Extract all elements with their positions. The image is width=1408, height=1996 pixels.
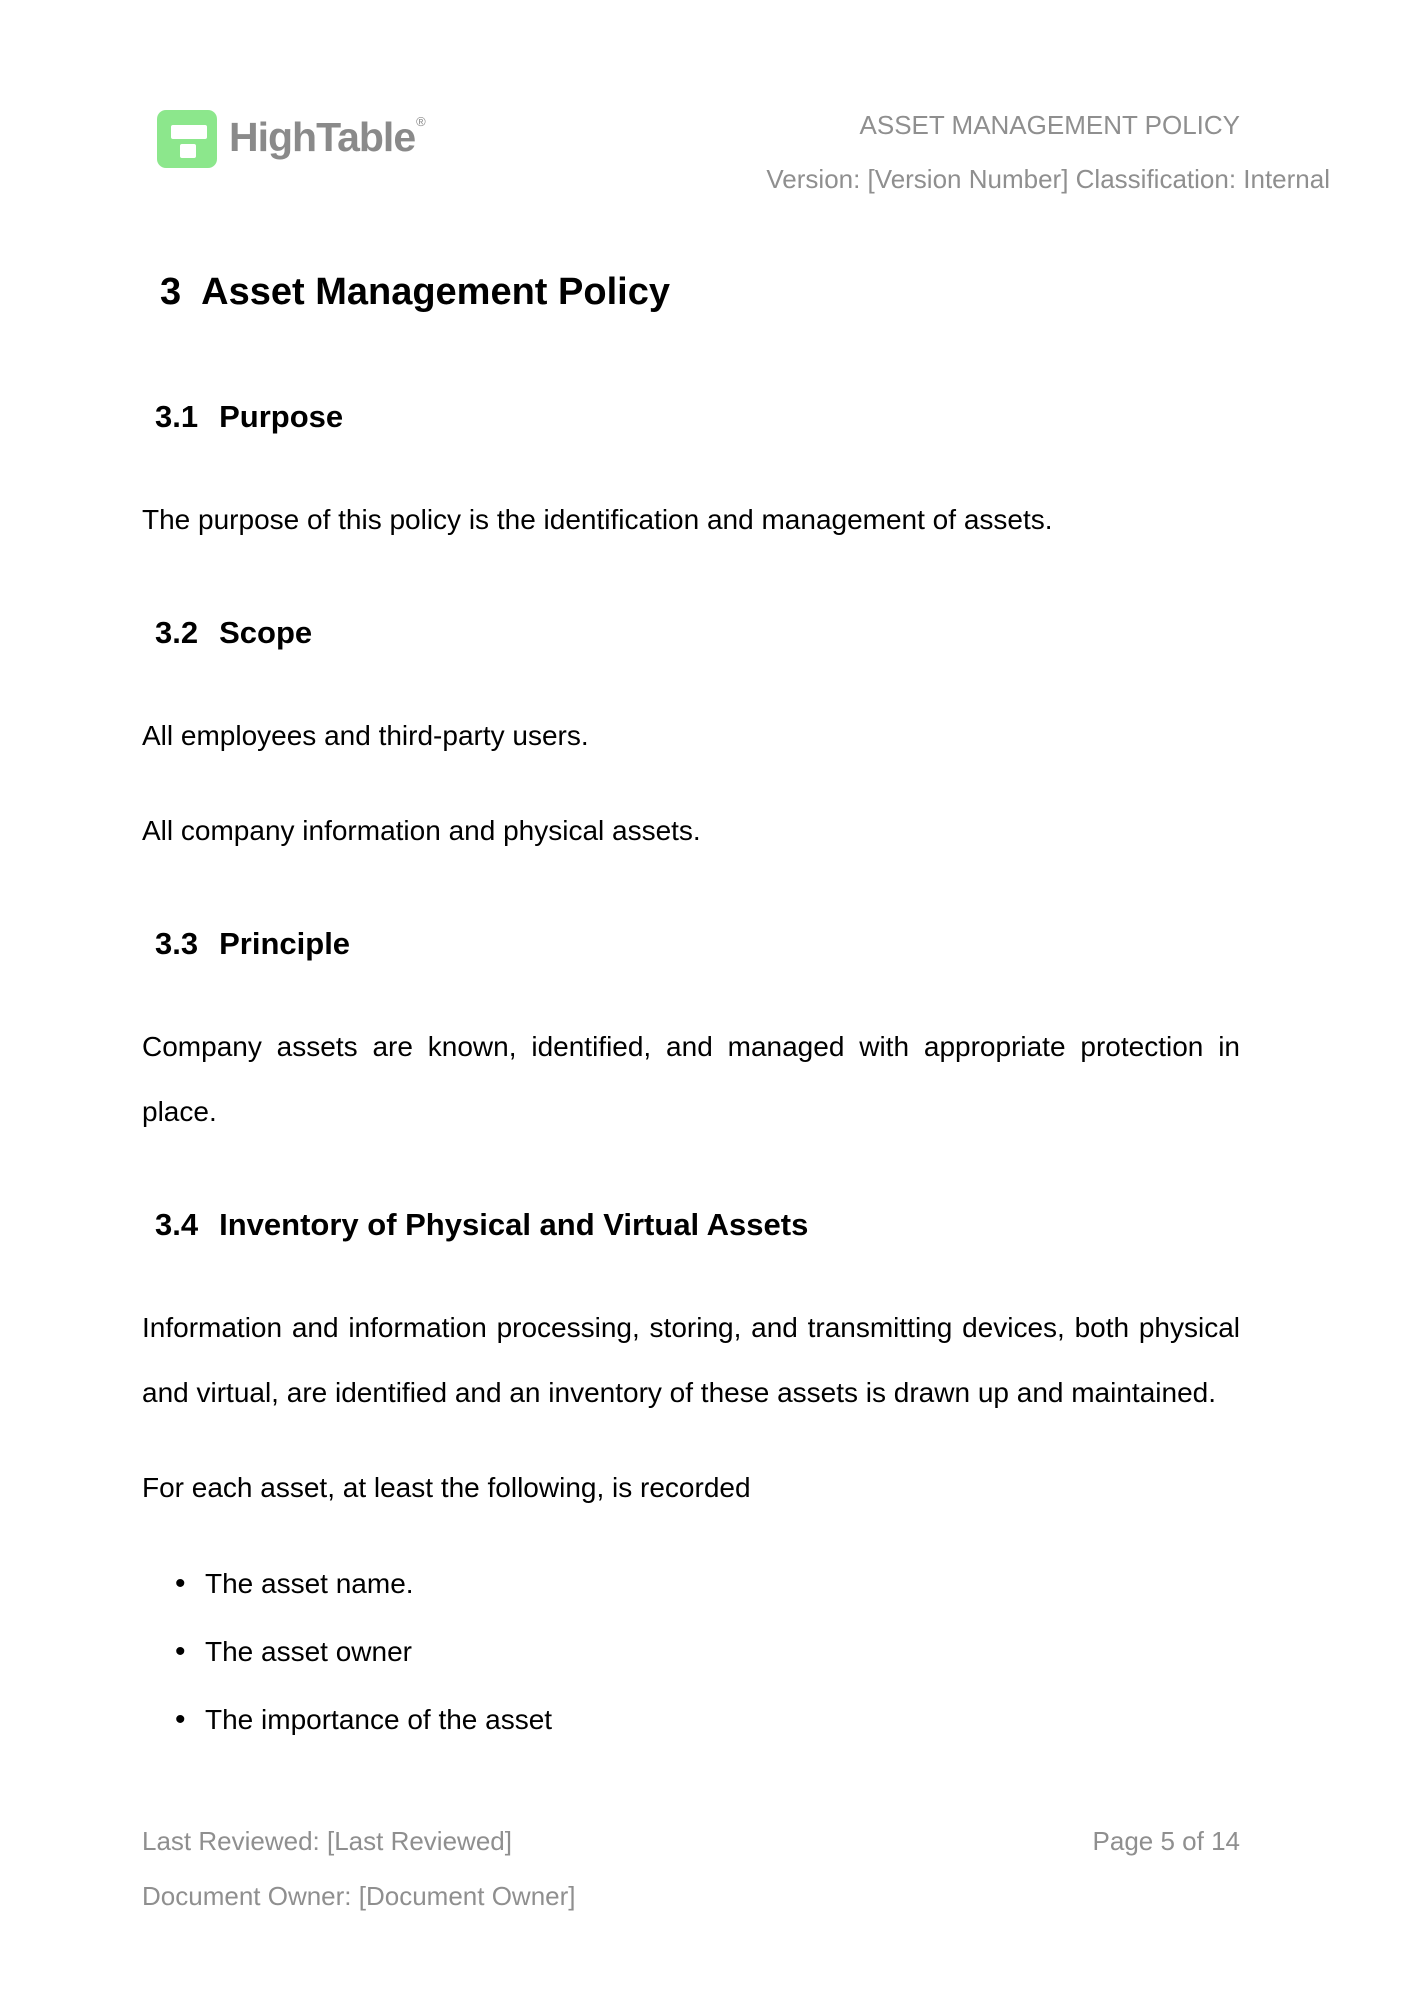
heading-title: Asset Management Policy bbox=[201, 271, 670, 313]
heading-asset-management-policy bbox=[160, 270, 1240, 314]
table-top-shape bbox=[171, 125, 207, 139]
brand-name bbox=[229, 113, 425, 160]
heading-number: 3.2 bbox=[155, 615, 199, 650]
page-header bbox=[766, 110, 1330, 194]
paragraph-scope-assets: All company information and physical assets. bbox=[142, 815, 701, 846]
table-leg-shape bbox=[180, 144, 196, 158]
header-document-title: ASSET MANAGEMENT POLICY bbox=[859, 110, 1240, 140]
footer-last-reviewed: Last Reviewed: [Last Reviewed] bbox=[142, 1826, 512, 1856]
paragraph-purpose: The purpose of this policy is the identification and management of assets. bbox=[142, 504, 1053, 535]
heading-inventory bbox=[155, 1207, 1240, 1243]
heading-title: Inventory of Physical and Virtual Assets bbox=[219, 1207, 809, 1242]
heading-title: Principle bbox=[219, 926, 351, 961]
list-item-asset-importance: • The importance of the asset bbox=[142, 1686, 1240, 1754]
paragraph-for-each-asset: For each asset, at least the following, is recorded bbox=[142, 1472, 751, 1503]
heading-purpose bbox=[155, 399, 1240, 435]
heading-principle bbox=[155, 926, 1240, 962]
hightable-table-icon bbox=[157, 110, 217, 168]
heading-number: 3 bbox=[160, 271, 182, 313]
footer-page-number: Page 5 of 14 bbox=[1092, 1826, 1240, 1856]
paragraph-inventory: Information and information processing, storing, and transmitting devices, both physical and virtual, are identified and an inventory of these assets is drawn up and maintained. bbox=[142, 1312, 1240, 1408]
heading-title: Purpose bbox=[219, 399, 344, 434]
header-version-classification: Version: [Version Number] Classification: Internal bbox=[766, 164, 1330, 194]
document-body bbox=[142, 270, 1240, 1754]
asset-record-list bbox=[142, 1550, 1240, 1754]
heading-scope bbox=[155, 615, 1240, 651]
heading-title: Scope bbox=[219, 615, 313, 650]
heading-number: 3.3 bbox=[155, 926, 199, 961]
heading-number: 3.1 bbox=[155, 399, 199, 434]
footer-document-owner: Document Owner: [Document Owner] bbox=[142, 1881, 576, 1911]
registered-trademark-symbol: ® bbox=[416, 113, 425, 129]
paragraph-scope-employees: All employees and third-party users. bbox=[142, 720, 589, 751]
list-item-asset-name: • The asset name. bbox=[142, 1550, 1240, 1618]
list-item-asset-owner: • The asset owner bbox=[142, 1618, 1240, 1686]
brand-name-text: HighTable bbox=[229, 113, 416, 160]
paragraph-principle: Company assets are known, identified, and managed with appropriate protection in place. bbox=[142, 1031, 1240, 1127]
heading-number: 3.4 bbox=[155, 1207, 199, 1242]
brand-logo bbox=[157, 110, 424, 168]
